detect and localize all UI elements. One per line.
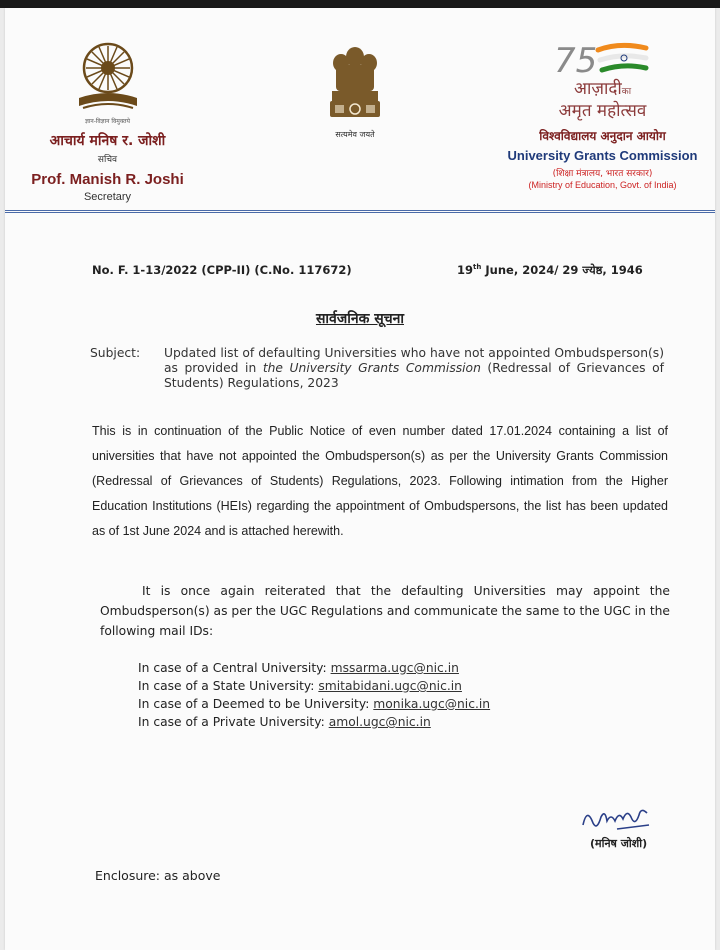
ugc-logo-icon (73, 36, 143, 116)
mail-label: In case of a Deemed to be University: (138, 697, 374, 711)
ministry-hindi: (शिक्षा मंत्रालय, भारत सरकार) (552, 169, 653, 179)
logo-caption: ज्ञान-विज्ञान विमुक्तये (84, 118, 131, 125)
email-link[interactable]: mssarma.ugc@nic.in (330, 661, 459, 675)
email-link[interactable]: monika.ugc@nic.in (373, 697, 491, 711)
mail-label: In case of a Private University: (138, 715, 329, 729)
ministry-english: (Ministry of Education, Govt. of India) (528, 180, 677, 190)
reference-number: No. F. 1-13/2022 (CPP-II) (C.No. 117672) (92, 263, 352, 277)
national-emblem (315, 43, 395, 140)
secretary-designation: Secretary (83, 191, 132, 203)
document-page (5, 8, 715, 950)
mail-label: In case of a Central University: (138, 661, 331, 675)
paragraph-1: This is in continuation of the Public Notice of even number dated 17.01.2024 containing a list of universities that have not appointed the Ombudsperson(s) as per the University Grants Commission (Redressal of Grievances of Students) Regulations, 2023. Following intimation from the Higher Education Institutions (HEIs) regarding the appointment of Ombudspersons, the list has been updated as of 1st June 2024 and is attached herewith. (92, 424, 668, 538)
mail-label: In case of a State University: (138, 679, 319, 693)
subject-label: Subject: (90, 346, 141, 360)
ugc-name-hindi: विश्वविद्यालय अनुदान आयोग (539, 129, 666, 143)
mail-row-central (138, 659, 638, 677)
mail-row-deemed (138, 695, 638, 713)
subject-text-italic: the University Grants Commission (262, 361, 481, 375)
notice-date (457, 263, 643, 278)
azadi-ka-amrit-mahotsav-logo-icon (548, 36, 658, 80)
azadi-line2: अमृत महोत्सव (558, 101, 647, 121)
secretary-name-hindi: आचार्य मनिष र. जोशी (49, 133, 166, 149)
subject-text (164, 346, 664, 391)
secretary-designation-hindi: सचिव (97, 155, 118, 165)
signature-image (577, 803, 657, 835)
mail-row-state (138, 677, 638, 695)
azadi-ka: का (621, 87, 632, 97)
emblem-motto: सत्यमेव जयते (335, 130, 375, 139)
subject-text-1: Updated list of defaulting Universities who have not appointed Ombudsperson(s) as provided in (164, 346, 664, 375)
paragraph-2-text: It is once again reiterated that the defaulting Universities may appoint the Ombudsperson(s) as per the UGC Regulations and communicate the same to the UGC in the following mail IDs: (100, 584, 670, 638)
email-link[interactable]: amol.ugc@nic.in (328, 715, 431, 729)
secretary-name: Prof. Manish R. Joshi (31, 171, 184, 188)
enclosure-note: Enclosure: as above (95, 868, 221, 883)
date-rest: June, 2024/ 29 ज्येष्ठ, 1946 (481, 263, 643, 277)
notice-title: सार्वजनिक सूचना (315, 311, 405, 327)
svg-text:75: 75 (553, 41, 597, 80)
paragraph-2 (100, 581, 670, 641)
email-link[interactable]: smitabidani.ugc@nic.in (318, 679, 462, 693)
azadi-line1: आज़ादी (573, 79, 622, 99)
mail-list (138, 659, 638, 731)
header-divider (5, 210, 715, 213)
mail-row-private (138, 713, 638, 731)
azadi-text (495, 80, 710, 121)
lion-capital-icon (327, 43, 383, 123)
signatory-name: (मनिष जोशी) (590, 837, 648, 850)
secretary-header (5, 36, 210, 203)
ugc-name: University Grants Commission (507, 148, 698, 163)
subject-text-2: (Redressal of Grievances of Students) Regulations, 2023 (164, 361, 664, 390)
date-suffix: th (473, 263, 482, 272)
date-day: 19 (457, 263, 474, 277)
top-bar (0, 0, 720, 8)
ugc-header (495, 36, 710, 190)
